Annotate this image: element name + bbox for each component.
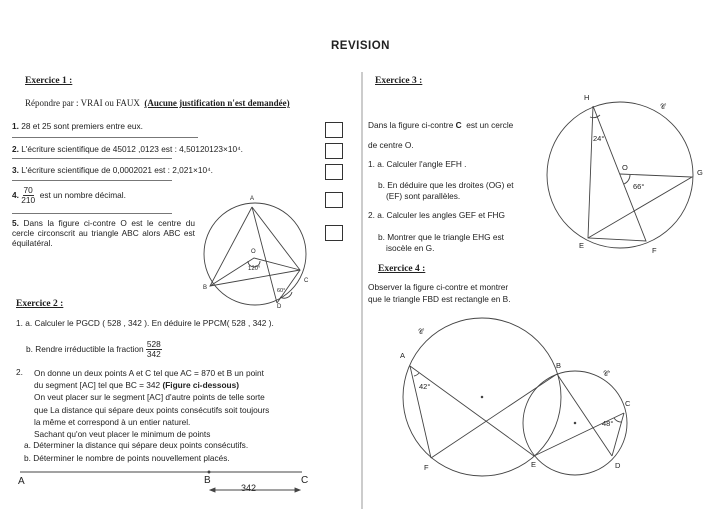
intro-text: est un cercle — [466, 120, 514, 130]
label-b: B — [203, 285, 208, 291]
q2-text: du segment [AC] tel que BC = 342 — [34, 380, 161, 391]
ex4-heading: Exercice 4 : — [378, 264, 426, 274]
denominator: 342 — [146, 349, 161, 360]
item-num: 1. — [12, 121, 19, 131]
item-text: est un nombre décimal. — [39, 189, 126, 200]
q2-line: On donne un deux points A et C tel que AC = 870 et B un point — [34, 368, 264, 378]
numerator: 528 — [146, 339, 161, 349]
ex4-figure — [403, 318, 627, 476]
label-h: H — [584, 93, 590, 102]
angle-arc-o — [624, 175, 630, 184]
ex3-q2a: 2. a. Calculer les angles GEF et FHG — [368, 210, 505, 220]
ex3-q2b: b. Montrer que le triangle EHG est — [378, 232, 504, 242]
label-d: D — [615, 461, 621, 470]
ex2-q1a: 1. a. Calculer le PGCD ( 528 , 342 ). En déduire le PPCM( 528 , 342 ). — [16, 318, 274, 328]
segment-ae — [410, 366, 534, 456]
ex2-q2-num: 2. — [16, 367, 23, 377]
instruction-text: Répondre par : VRAI ou FAUX — [25, 98, 140, 108]
instruction-bold: (Aucune justification n'est demandée) — [144, 98, 290, 108]
label-f: F — [652, 246, 657, 255]
ex1-heading: Exercice 1 : — [25, 76, 73, 86]
page-title: REVISION — [331, 40, 390, 52]
q2-line: la même et correspond à un entier naturel. — [34, 416, 191, 427]
ex3-q1b-2: (EF) sont parallèles. — [386, 191, 461, 201]
label-b: B — [556, 361, 562, 370]
angle-66: 66° — [633, 182, 645, 191]
segment-cd — [277, 270, 300, 303]
angle-120: 120° — [248, 266, 261, 272]
circle-name: C — [455, 120, 462, 130]
ex4-text-2: que le triangle FBD est rectangle en B. — [368, 294, 511, 304]
q2-bold: (Figure ci-dessous) — [162, 380, 239, 391]
q2-line: que La distance qui sépare deux points consécutifs soit toujours — [34, 404, 270, 415]
q1b-text: b. Rendre irréductible la fraction — [26, 343, 144, 354]
label-circle-c: 𝒞 — [660, 102, 666, 111]
segment-label-c: C — [301, 475, 309, 486]
label-e: E — [531, 460, 537, 469]
label-c: C — [625, 399, 631, 408]
ex2-q2a: a. Déterminer la distance qui sépare deux points consécutifs. — [24, 440, 249, 450]
segment-af — [410, 366, 431, 458]
q2-line: Sachant qu'on veut placer le minimum de points — [34, 429, 211, 440]
label-a: A — [400, 351, 406, 360]
angle-48: 48° — [602, 419, 614, 428]
ex2-heading: Exercice 2 : — [16, 299, 64, 309]
segment-cd — [612, 413, 624, 456]
segment-length-bc: 342 — [241, 483, 257, 493]
label-c: C — [304, 278, 309, 284]
item-text: L'écriture scientifique de 0,0002021 est : 2,021×10⁴. — [21, 165, 213, 175]
angle-arc-c — [614, 418, 622, 422]
item-num: 5. — [12, 218, 19, 228]
segment-label-b: B — [204, 475, 211, 486]
point-b — [208, 471, 210, 473]
label-circle-c-prime: 𝒞' — [603, 369, 610, 378]
q2-line: On veut placer sur le segment [AC] d'autre points de telle sorte — [34, 392, 265, 403]
segment-bd — [557, 374, 612, 456]
label-d: D — [277, 304, 282, 310]
angle-arc-h — [590, 115, 600, 118]
denominator: 210 — [21, 195, 36, 206]
ex3-heading: Exercice 3 : — [375, 76, 423, 86]
label-g: G — [697, 168, 703, 177]
angle-24: 24° — [593, 134, 605, 143]
label-a: A — [250, 196, 255, 202]
ex3-q1a: 1. a. Calculer l'angle EFH . — [368, 159, 467, 169]
item-num: 4. — [12, 189, 19, 200]
ex2-q2b: b. Déterminer le nombre de points nouvellement placés. — [24, 453, 230, 463]
item-text: Dans la figure ci-contre O est le centre du cercle circonscrit au triangle ABC alors ABC est équilatéral. — [12, 218, 195, 248]
label-o: O — [251, 249, 256, 255]
ex3-intro-2: de centre O. — [368, 140, 414, 150]
label-o: O — [622, 163, 628, 172]
ex3-q2b-2: isocèle en G. — [386, 243, 435, 253]
center-c-prime — [574, 422, 576, 424]
label-e: E — [579, 241, 585, 250]
item-num: 2. — [12, 144, 19, 154]
ex4-text: Observer la figure ci-contre et montrer — [368, 282, 509, 292]
item-text: 28 et 25 sont premiers entre eux. — [21, 121, 143, 131]
segment-label-a: A — [18, 476, 25, 487]
numerator: 70 — [23, 185, 33, 195]
angle-60: 60° — [277, 288, 286, 294]
angle-42: 42° — [419, 382, 431, 391]
ex3-q1b: b. En déduire que les droites (OG) et — [378, 180, 514, 190]
angle-arc-a — [414, 373, 419, 376]
item-text: L'écriture scientifique de 45012 ,0123 est : 4,50120123×10⁴. — [21, 144, 243, 154]
segment-fb — [431, 374, 557, 458]
ex3-figure — [547, 102, 693, 248]
label-circle-c: 𝒞 — [418, 327, 424, 336]
segment-ad — [252, 207, 277, 303]
intro-text: Dans la figure ci-contre — [368, 120, 454, 130]
item-num: 3. — [12, 165, 19, 175]
label-f: F — [424, 463, 429, 472]
center-c — [481, 396, 483, 398]
ex2-segment — [20, 471, 302, 492]
